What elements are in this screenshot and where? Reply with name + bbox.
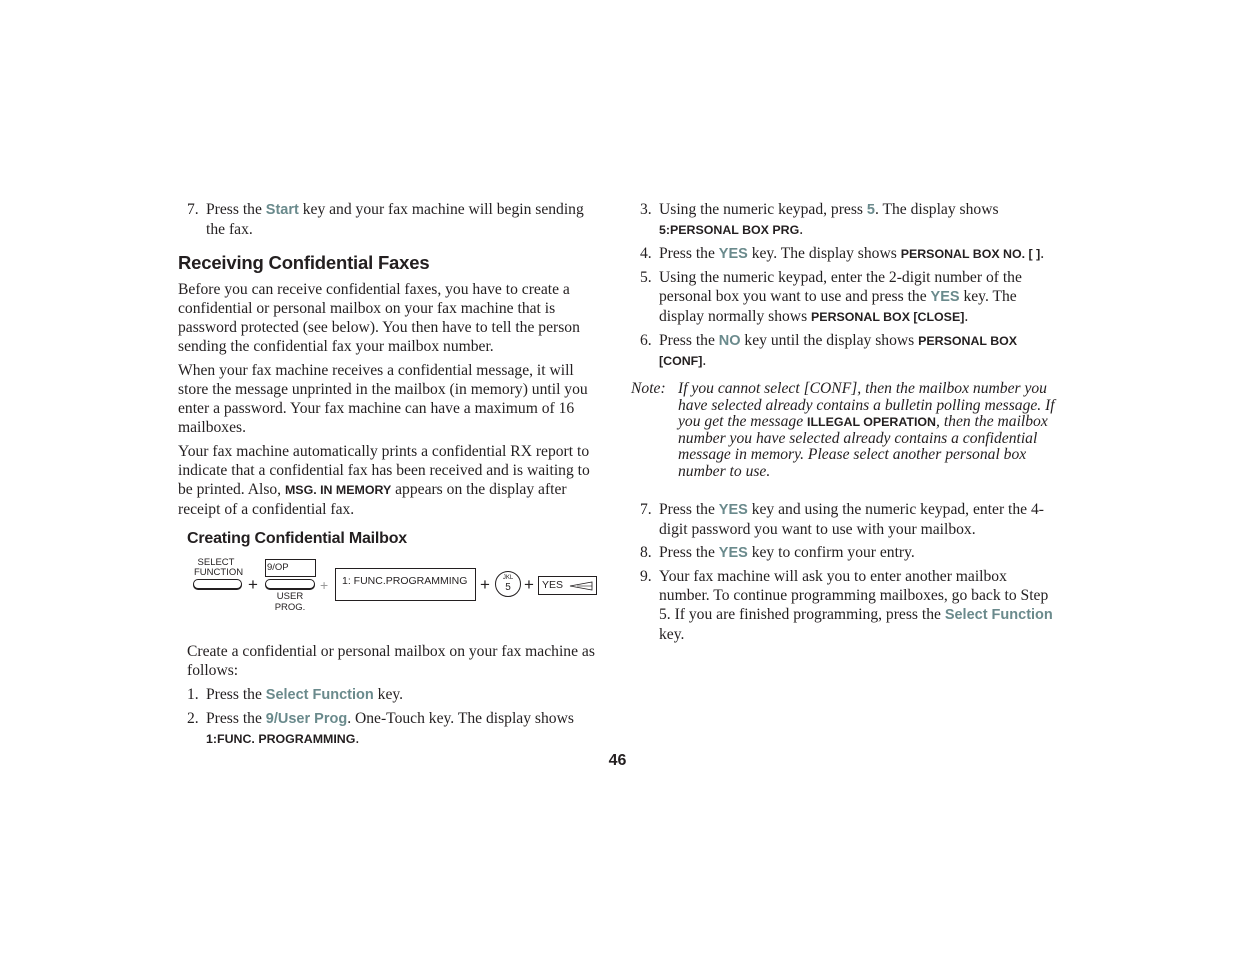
step-3: 3. Using the numeric keypad, press 5. The display shows 5:PERSONAL BOX PRG. bbox=[640, 201, 999, 238]
select-function-key-label: Select Function bbox=[265, 687, 374, 703]
step-number: 7. bbox=[187, 201, 199, 218]
step-number: 6. bbox=[640, 332, 652, 349]
yes-key-label: YES bbox=[718, 502, 748, 518]
step-6: 6. Press the NO key until the display shows PERSONAL BOX [CONF]. bbox=[640, 332, 1018, 369]
step-7-password: 7. Press the YES key and using the numeric keypad, enter the 4-digit password you want to use with your mailbox. bbox=[640, 501, 1044, 538]
step-8: 8. Press the YES key to confirm your entry. bbox=[640, 544, 915, 561]
note-label: Note: bbox=[631, 380, 666, 397]
step-number: 8. bbox=[640, 544, 652, 561]
yes-key-label: YES bbox=[930, 289, 960, 305]
display-message: MSG. IN MEMORY bbox=[284, 483, 392, 497]
display-message: 1:FUNC. PROGRAMMING bbox=[206, 732, 356, 746]
page-number: 46 bbox=[608, 752, 627, 769]
step-number: 4. bbox=[640, 245, 652, 262]
yes-key-label: YES bbox=[718, 545, 748, 561]
yes-key-label: YES bbox=[718, 246, 748, 262]
intro-paragraph: Before you can receive confidential faxes, you have to create a confidential or personal mailbox on your fax machine that is password protected (see below). You then have to tell the person sending the confidential fax your mailbox number. bbox=[178, 281, 580, 355]
select-function-key-label: Select Function bbox=[944, 607, 1053, 623]
create-paragraph: Create a confidential or personal mailbox on your fax machine as follows: bbox=[187, 643, 595, 679]
right-column bbox=[631, 200, 1059, 648]
left-column bbox=[178, 200, 606, 753]
op-key-label-box: 9/OP bbox=[265, 559, 316, 577]
subsection-heading: Creating Confidential Mailbox bbox=[187, 530, 407, 547]
arrow-left-icon bbox=[569, 581, 593, 591]
display-message: ILLEGAL OPERATION bbox=[807, 415, 937, 429]
step-number: 2. bbox=[187, 710, 199, 727]
step-7-send: 7. Press the Start key and your fax machine will begin sending the fax. bbox=[187, 201, 584, 238]
start-key-label: Start bbox=[265, 202, 299, 218]
display-message: PERSONAL BOX [CONF] bbox=[659, 334, 1018, 368]
step-2: 2. Press the 9/User Prog. One-Touch key. The display shows 1:FUNC. PROGRAMMING. bbox=[187, 710, 574, 747]
step-4: 4. Press the YES key. The display shows PERSONAL BOX NO. [ ]. bbox=[640, 245, 1045, 262]
step-9: 9. Your fax machine will ask you to enter another mailbox number. To continue programming mailboxes, go back to Step 5. If you are finished programming, press the Select Function key. bbox=[640, 568, 1053, 643]
display-message: PERSONAL BOX NO. [ ] bbox=[900, 247, 1041, 261]
plus-sign: + bbox=[248, 575, 258, 594]
storage-paragraph: When your fax machine receives a confidential message, it will store the message unprinted in the mailbox (in memory) until you enter a password. Your fax machine can have a maximum of 16 mailboxes. bbox=[178, 362, 588, 436]
yes-key-box: YES bbox=[538, 576, 597, 595]
step-5: 5. Using the numeric keypad, enter the 2-digit number of the personal box you want to use and press the YES key. The display normally shows PERSONAL BOX [CLOSE]. bbox=[640, 269, 1022, 325]
report-paragraph: Your fax machine automatically prints a confidential RX report to indicate that a confidential fax has been received and is waiting to be printed. Also, MSG. IN MEMORY appears on the display after receipt of a confidential fax. bbox=[178, 443, 590, 518]
plus-sign: + bbox=[320, 577, 329, 593]
note-block: Note: If you cannot select [CONF], then the mailbox number you have selected already contains a bulletin polling message. If you get the message ILLEGAL OPERATION, then the mailbox number you have selected already contains a confidential message in memory. Please select another personal box number to use. bbox=[631, 380, 1055, 480]
select-function-key bbox=[193, 579, 242, 589]
step-number: 7. bbox=[640, 501, 652, 518]
keypad-5-label: 5 bbox=[866, 202, 875, 218]
display-message: 5:PERSONAL BOX PRG bbox=[659, 223, 800, 237]
step-number: 9. bbox=[640, 568, 652, 585]
keypad-5-key: JKL 5 bbox=[495, 571, 521, 597]
key-sequence-diagram bbox=[178, 556, 606, 636]
display-box: 1: FUNC.PROGRAMMING bbox=[335, 568, 476, 601]
plus-sign: + bbox=[480, 575, 490, 594]
select-function-label: SELECT FUNCTION bbox=[194, 557, 244, 578]
user-prog-key bbox=[265, 579, 315, 589]
step-number: 1. bbox=[187, 686, 199, 703]
display-message: PERSONAL BOX [CLOSE] bbox=[811, 310, 965, 324]
plus-sign: + bbox=[524, 575, 534, 594]
user-prog-label: USER PROG. bbox=[274, 591, 306, 613]
user-prog-key-label: 9/User Prog bbox=[265, 711, 348, 727]
step-number: 5. bbox=[640, 269, 652, 286]
no-key-label: NO bbox=[718, 333, 741, 349]
step-1: 1. Press the Select Function key. bbox=[187, 686, 404, 703]
section-heading: Receiving Confidential Faxes bbox=[178, 252, 430, 273]
step-number: 3. bbox=[640, 201, 652, 218]
